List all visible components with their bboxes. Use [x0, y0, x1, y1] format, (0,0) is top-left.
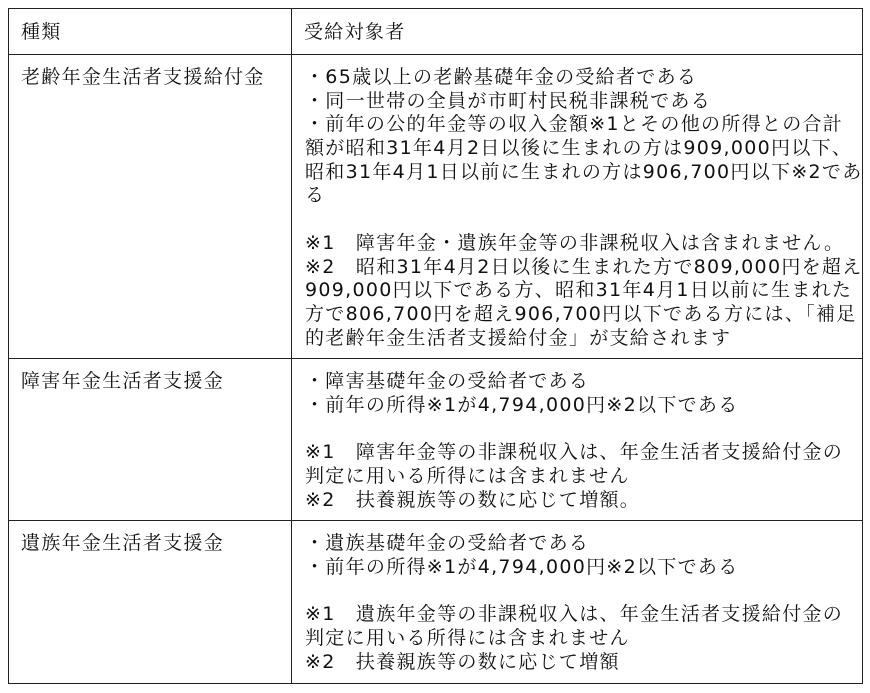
row-target-text — [292, 359, 863, 521]
target-line: ・障害基礎年金の受給者である — [305, 370, 590, 393]
table-row — [9, 359, 863, 521]
row-target-text — [292, 521, 863, 683]
target-line: 昭和31年4月1日以前に生まれの方は906,700円以下※2であ — [305, 160, 863, 183]
target-line: ・前年の所得※1が4,794,000円※2以下である — [305, 556, 739, 579]
target-line-blank — [305, 208, 856, 232]
target-line: 額が昭和31年4月2日以後に生まれの方は909,000円以下、 — [305, 137, 853, 160]
note-line: 909,000円以下である方、昭和31年4月1日以前に生まれた — [305, 279, 853, 302]
header-type: 種類 — [9, 9, 292, 55]
header-target: 受給対象者 — [292, 9, 863, 55]
note-line: 的老齢年金生活者支援給付金」が支給されます — [305, 326, 732, 349]
note-line: ※2 扶養親族等の数に応じて増額。 — [305, 488, 641, 511]
row-type-label: 遺族年金生活者支援金 — [9, 521, 292, 683]
target-line: ・同一世帯の全員が市町村民税非課税である — [305, 89, 712, 112]
note-line: 判定に用いる所得には含まれません — [305, 627, 630, 650]
target-line: ・前年の公的年金等の収入金額※1とその他の所得との合計 — [305, 113, 844, 136]
table-row — [9, 55, 863, 359]
row-type-label: 老齢年金生活者支援給付金 — [9, 55, 292, 359]
target-line-blank — [305, 418, 856, 442]
note-line: 方で806,700円を超え906,700円以下である方には、「補足 — [305, 302, 857, 325]
target-line: ・遺族基礎年金の受給者である — [305, 532, 590, 555]
table-row — [9, 521, 863, 683]
note-line: ※1 障害年金等の非課税収入は、年金生活者支援給付金の — [305, 441, 844, 464]
note-line: ※1 障害年金・遺族年金等の非課税収入は含まれません。 — [305, 231, 845, 254]
benefit-table — [8, 8, 863, 684]
target-line: ・65歳以上の老齢基礎年金の受給者である — [305, 66, 698, 88]
target-line: る — [305, 184, 326, 207]
target-line-blank — [305, 580, 856, 604]
note-line: ※2 昭和31年4月2日以後に生まれた方で809,000円を超え — [305, 255, 863, 278]
row-type-label: 障害年金生活者支援金 — [9, 359, 292, 521]
table-header-row — [9, 9, 863, 55]
target-line: ・前年の所得※1が4,794,000円※2以下である — [305, 393, 739, 416]
note-line: 判定に用いる所得には含まれません — [305, 465, 630, 487]
note-line: ※2 扶養親族等の数に応じて増額 — [305, 650, 620, 673]
note-line: ※1 遺族年金等の非課税収入は、年金生活者支援給付金の — [305, 603, 844, 626]
row-target-text — [292, 55, 863, 359]
